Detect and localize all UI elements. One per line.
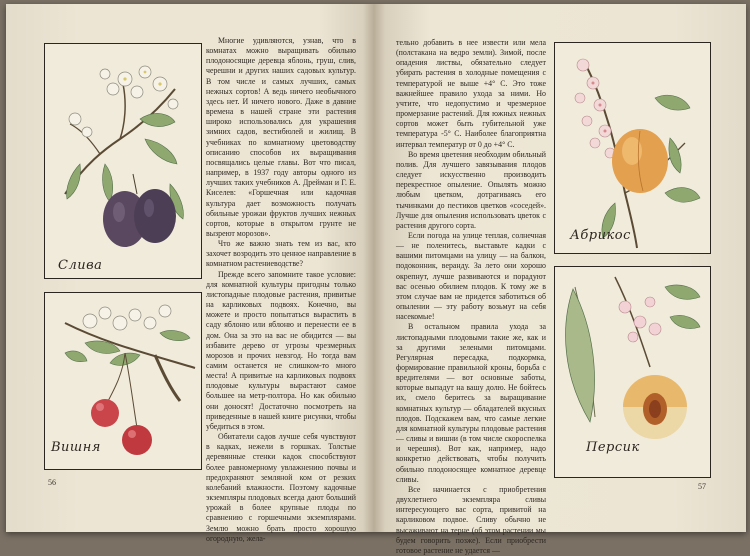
plum-caption: Слива [58, 258, 103, 273]
left-paragraph: Обитатели садов лучше себя чувствуют в кадках, нежели в горшках. Толстые деревянные стенки кадок способствуют более равномерному увлажнению почвы и предохраняют земляной ком от резких колебаний влажности. Поэтому кадочные экземпляры плодовых всегда дают больший урожай в более крупные плоды по сравнению с горшечными экземплярами. Землю можно брать просто хорошую огородную, жела- [206, 432, 356, 543]
left-text-column [206, 36, 356, 544]
apricot-caption: Абрикос [570, 228, 631, 243]
right-paragraph: Все начинается с приобретения двухлетнего экземпляра сливы интересующего вас сорта, привитой на карликовом подвое. Сливу обычно не высаживают на терне (об этом растении мы будем говорить позже). Если приобрести готовое растение не удается — [396, 484, 546, 555]
right-page-number: 57 [698, 482, 706, 491]
apricot-drawing [555, 43, 710, 253]
right-text-column [396, 38, 546, 556]
right-paragraph: Если погода на улице теплая, солнечная — не поленитесь, выставьте кадки с вашими питомцами на улицу — на балкон, подоконник, веранду. За лето они хорошо окрепнут, лучше развиваются и порадуют вас осенью обилием плодов. К тому же в этом случае вам не придется заботиться об опылении — эту работу возьмут на себя насекомые! [396, 230, 546, 322]
left-paragraph: Прежде всего запомните такое условие: для комнатной культуры пригодны только листопадные плодовые растения, привитые на карликовых подвоях. Конечно, вы можете и просто попытаться вырастить в саду яблоню или яблоню и перенести ее в дом. Она за это на вас не обидится — вы избавите дерево от угрозы чрезмерных морозов и прочих невзгод. Но тогда вам самим останется не слишком-то много места! А привитые на карликовых подвоях плодовые культуры вырастают самое большее на метр-полтора. Но как обильно они доносят! Достаточно посмотреть на приведенные в нашей книге рисунки, чтобы убедиться в этом. [206, 269, 356, 431]
plum-illustration [44, 43, 202, 279]
right-paragraph: Во время цветения необходим обильный полив. Для лучшего завязывания плодов следует искусственно производить перекрестное опыление. Опылять можно любым цветком, дотрагиваясь его тычинками до пестиков цветков «соседей». Лучше для опыления использовать цветок с растения другого сорта. [396, 149, 546, 230]
left-page-number: 56 [48, 478, 56, 487]
right-page [374, 4, 746, 555]
apricot-illustration [554, 42, 711, 254]
cherry-caption: Вишня [51, 440, 101, 455]
left-paragraph: Что же важно знать тем из вас, кто захочет возродить это ценное направление в комнатном растениеводстве? [206, 239, 356, 269]
left-page [6, 4, 374, 543]
right-paragraph: тельно добавить в нее извести или мела (полстакана на ведро земли). Зимой, после опадения листвы, обязательно следует убирать растения в холодные помещения с температурой не выше +4° С. Это тоже важнейшее правило ухода за ними. Но учтите, что недопустимо и чрезмерное промерзание растений. Для южных нежных сортов может быть губительной уже температура -5° С. Наиболее благоприятна интервал температур от 0 до +4° С. [396, 38, 546, 149]
plum-drawing [45, 44, 201, 278]
right-paragraph: В остальном правила ухода за листопадными плодовыми такие же, как и за другими зелеными питомцами. Регулярная пересадка, подкормка, формирование правильной кроны, борьба с вредителями — вот основные заботы, которые выпадут на вашу долю. Не бойтесь их, смело беритесь за выращивание комнатных культур — обладателей вкусных плодов. Подскажем вам, что самые легкие для комнатной культуры плодовые растения — сливы и вишни (в том числе скороспелка и черешня). Вот как, например, надо конкретно действовать, чтобы получить обильно плодоносящее комнатное деревце сливы. [396, 322, 546, 484]
peach-caption: Персик [586, 440, 640, 455]
book-spread [6, 4, 746, 555]
left-paragraph: Многие удивляются, узнав, что в комнатах можно выращивать обильно плодоносящие деревца яблонь, груш, слив, черешни и других наших садовых культур. В том числе и самых лучших, самых нежных сортов! А ведь ничего необычного здесь нет. И ничего нового. Даже в давние времена в нашей стране эти растения широко использовались для украшения зимних садов, вестибюлей и жилищ. В учебниках по комнатному цветоводству описанию способов их выращивания посвящались целые главы. Вот что писал, например, в 1937 году авторы одного из лучших таких учебников А. Дрейман и Г. Е. Киселев: «Горшечная или кадочная культура дает возможность получать обильные урожаи фруктов лучших нежных сортов, которые в открытом грунте не вызреют морозов». [206, 36, 356, 238]
